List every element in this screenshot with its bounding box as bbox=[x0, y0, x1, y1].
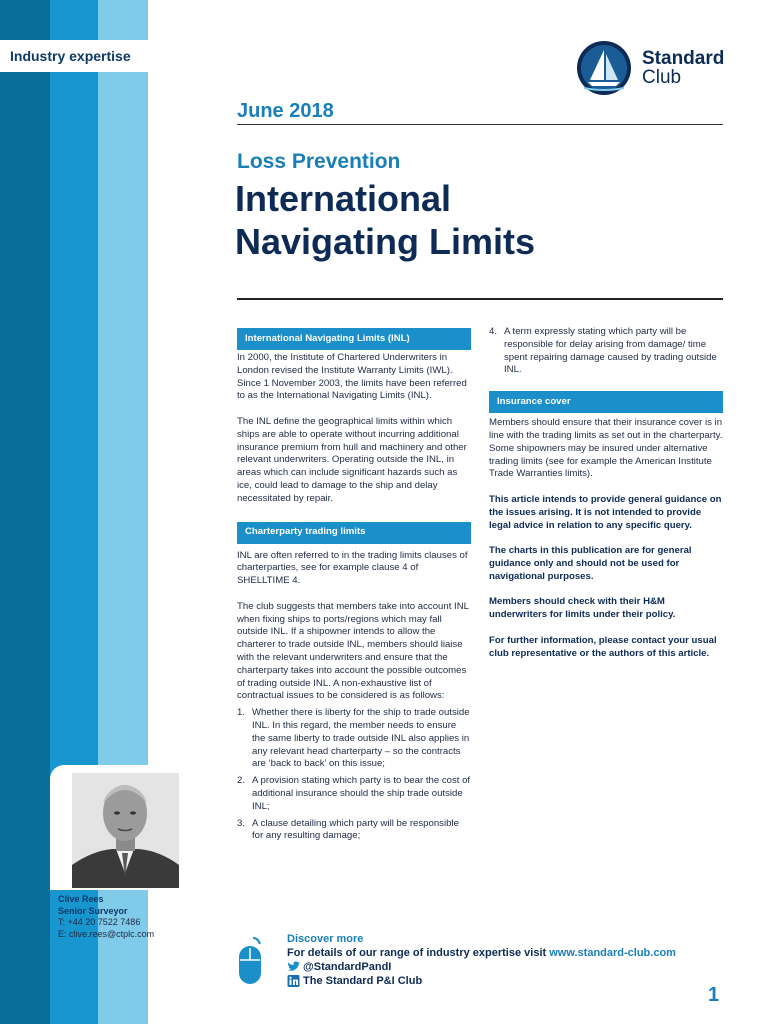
underwriters-note: Members should check with their H&M underwriters for limits under their policy. bbox=[489, 596, 676, 621]
charterparty-paragraph-2: The club suggests that members take into account INL when fixing ships to ports/regions which may fall outside INL. If a shipowner intends to allow the charterer to trade outside INL, members should liaise with the relevant underwriters and ensure that the charterparty takes into account the possible outcomes of trading outside INL. A non-exhaustive list of contractual issues to be considered is as follows: bbox=[237, 600, 469, 702]
twitter-handle: @StandardPandI bbox=[303, 961, 392, 973]
contractual-issues-list bbox=[237, 707, 471, 843]
list-item-number: 4. bbox=[489, 326, 498, 337]
title-line1: International bbox=[235, 178, 452, 219]
twitter-row[interactable] bbox=[287, 960, 676, 974]
inl-paragraph-1: In 2000, the Institute of Chartered Underwriters in London revised the Institute Warranty Limits (IWL). Since 1 November 2003, the limits have been referred to as the International Navigating Limits (INL). bbox=[237, 352, 467, 402]
kicker-label: Loss Prevention bbox=[237, 150, 401, 173]
issue-date: June 2018 bbox=[237, 100, 334, 122]
sailboat-logo-icon bbox=[576, 40, 632, 96]
author-photo bbox=[72, 773, 179, 888]
section-heading-inl: International Navigating Limits (INL) bbox=[237, 328, 471, 350]
linkedin-icon bbox=[287, 975, 300, 987]
list-item-number: 3. bbox=[237, 817, 246, 829]
list-item bbox=[237, 818, 471, 844]
discover-more bbox=[287, 932, 676, 988]
author-phone: T: +44 20 7522 7486 bbox=[58, 917, 141, 927]
discover-title: Discover more bbox=[287, 933, 364, 945]
author-email[interactable]: E: clive.rees@ctplc.com bbox=[58, 928, 155, 939]
left-column bbox=[237, 328, 471, 847]
page-number: 1 bbox=[708, 984, 720, 1006]
insurance-paragraph: Members should ensure that their insurance cover is in line with the trading limits as set out in the charterparty. Some shipowners may be insured under alternative trading limits (see for example the American Institute Trade Warranties limits). bbox=[489, 417, 723, 480]
list-item bbox=[237, 775, 471, 813]
list-item-text: A provision stating which party is to bear the cost of additional insurance should the ship trade outside INL; bbox=[252, 775, 471, 812]
list-item bbox=[237, 707, 471, 771]
computer-mouse-icon bbox=[236, 936, 270, 986]
logo-text bbox=[642, 49, 724, 87]
logo-line1: Standard bbox=[642, 48, 725, 69]
list-item-number: 2. bbox=[237, 775, 246, 787]
title-line2: Navigating Limits bbox=[235, 221, 536, 262]
logo-line2: Club bbox=[642, 67, 682, 88]
title-divider bbox=[237, 298, 723, 300]
page-title bbox=[235, 177, 715, 263]
discover-line bbox=[287, 946, 676, 960]
linkedin-row[interactable] bbox=[287, 974, 676, 988]
stripe-dark bbox=[0, 0, 50, 1024]
twitter-icon bbox=[287, 961, 300, 973]
standard-club-logo bbox=[576, 40, 724, 96]
inl-paragraph-2: The INL define the geographical limits within which ships are able to operate without incurring additional insurance premium from hull and machinery and other relevant underwriters. Operating outside the INL, in areas which can include significant hazards such as ice, could lead to damage to the ship and delay necessitated by repair. bbox=[237, 415, 467, 504]
contractual-issues-list-continued bbox=[489, 326, 723, 377]
website-link[interactable]: www.standard-club.com bbox=[549, 947, 676, 959]
list-item-number: 1. bbox=[237, 707, 246, 719]
disclaimer-legal: This article intends to provide general guidance on the issues arising. It is not intended to provide legal advice in relation to any specific query. bbox=[489, 493, 722, 531]
author-portrait-icon bbox=[72, 773, 179, 888]
industry-expertise-tab: Industry expertise bbox=[0, 40, 150, 72]
section-heading-charterparty: Charterparty trading limits bbox=[237, 522, 471, 544]
list-item bbox=[489, 326, 723, 377]
author-name: Clive Rees bbox=[58, 894, 104, 904]
header-divider bbox=[237, 124, 723, 125]
charterparty-paragraph-1: INL are often referred to in the trading limits clauses of charterparties, see for example clause 4 of SHELLTIME 4. bbox=[237, 549, 468, 587]
list-item-text: Whether there is liberty for the ship to trade outside INL. In this regard, the member needs to ensure the same liberty to trade outside INL also applies in any relevant head charterparty – so the contracts are ‘back to back’ on this issue; bbox=[252, 707, 470, 770]
contact-note: For further information, please contact your usual club representative or the authors of this article. bbox=[489, 634, 717, 659]
author-role: Senior Surveyor bbox=[58, 905, 128, 916]
section-heading-insurance: Insurance cover bbox=[489, 391, 723, 413]
list-item-text: A clause detailing which party will be responsible for any resulting damage; bbox=[252, 817, 459, 842]
right-column bbox=[489, 326, 723, 673]
list-item-text: A term expressly stating which party will be responsible for delay arising from damage/ time spent repairing damage caused by trading outside INL. bbox=[504, 326, 717, 376]
author-info bbox=[58, 894, 188, 940]
discover-text: For details of our range of industry expertise visit bbox=[287, 947, 550, 959]
disclaimer-charts: The charts in this publication are for general guidance only and should not be used for navigational purposes. bbox=[489, 545, 692, 582]
linkedin-name: The Standard P&I Club bbox=[303, 975, 423, 987]
